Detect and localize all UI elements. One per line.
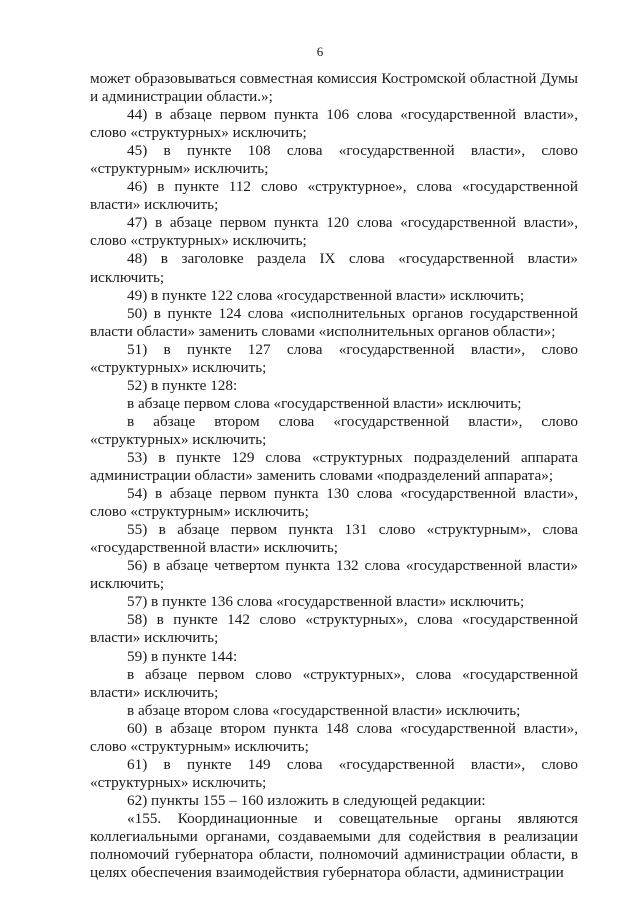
paragraph-item-57: 57) в пункте 136 слова «государственной власти» исключить;	[127, 593, 525, 611]
paragraph-item-46: 46) в пункте 112 слово «структурное», слова «государственной власти» исключить;	[90, 178, 578, 214]
paragraph-item-45: 45) в пункте 108 слова «государственной власти», слово «структурным» исключить;	[90, 142, 578, 178]
paragraph-item-52-sub-1: в абзаце первом слова «государственной власти» исключить;	[127, 394, 522, 412]
paragraph-item-59-sub-2: в абзаце втором слова «государственной власти» исключить;	[127, 701, 521, 719]
paragraph-item-49: 49) в пункте 122 слова «государственной власти» исключить;	[127, 286, 525, 304]
paragraph-item-54: 54) в абзаце первом пункта 130 слова «государственной власти», слово «структурным» исключить;	[90, 485, 578, 521]
paragraph-item-61: 61) в пункте 149 слова «государственной власти», слово «структурных» исключить;	[90, 755, 578, 791]
paragraph-item-62: 62) пункты 155 – 160 изложить в следующей редакции:	[127, 791, 486, 809]
paragraph-item-56: 56) в абзаце четвертом пункта 132 слова «государственной власти» исключить;	[90, 557, 578, 593]
paragraph-item-55: 55) в абзаце первом пункта 131 слово «структурным», слова «государственной власти» исключить;	[90, 521, 578, 557]
paragraph-item-51: 51) в пункте 127 слова «государственной власти», слово «структурных» исключить;	[90, 340, 578, 376]
paragraph-item-44: 44) в абзаце первом пункта 106 слова «государственной власти», слово «структурных» исключить;	[90, 106, 578, 142]
document-body	[90, 70, 578, 882]
paragraph-item-53: 53) в пункте 129 слова «структурных подразделений аппарата администрации области» заменить словами «подразделений аппарата»;	[90, 448, 578, 485]
page-number: 6	[316, 44, 324, 59]
paragraph-item-52: 52) в пункте 128:	[127, 376, 238, 394]
paragraph-item-47: 47) в абзаце первом пункта 120 слова «государственной власти», слово «структурных» исключить;	[90, 214, 578, 250]
paragraph-item-58: 58) в пункте 142 слово «структурных», слова «государственной власти» исключить;	[90, 611, 578, 647]
paragraph-item-50: 50) в пункте 124 слова «исполнительных органов государственной власти области» заменить словами «исполнительных органов области»;	[90, 304, 578, 340]
paragraph-item-59: 59) в пункте 144:	[127, 647, 238, 665]
paragraph-item-60: 60) в абзаце втором пункта 148 слова «государственной власти», слово «структурным» исключить;	[90, 719, 578, 755]
paragraph-continuation: может образовываться совместная комиссия Костромской областной Думы и администрации области.»;	[90, 70, 578, 106]
paragraph-item-52-sub-2: в абзаце втором слова «государственной власти», слово «структурных» исключить;	[90, 412, 578, 448]
paragraph-item-59-sub-1: в абзаце первом слово «структурных», слова «государственной власти» исключить;	[90, 665, 578, 701]
paragraph-quote-155: «155. Координационные и совещательные органы являются коллегиальными органами, создаваемыми для содействия в реализации полномочий губернатора области, полномочий администрации области, в целях обеспечения взаимодействия губернатора области, администрации	[90, 809, 578, 882]
paragraph-item-48: 48) в заголовке раздела IX слова «государственной власти» исключить;	[90, 250, 578, 286]
